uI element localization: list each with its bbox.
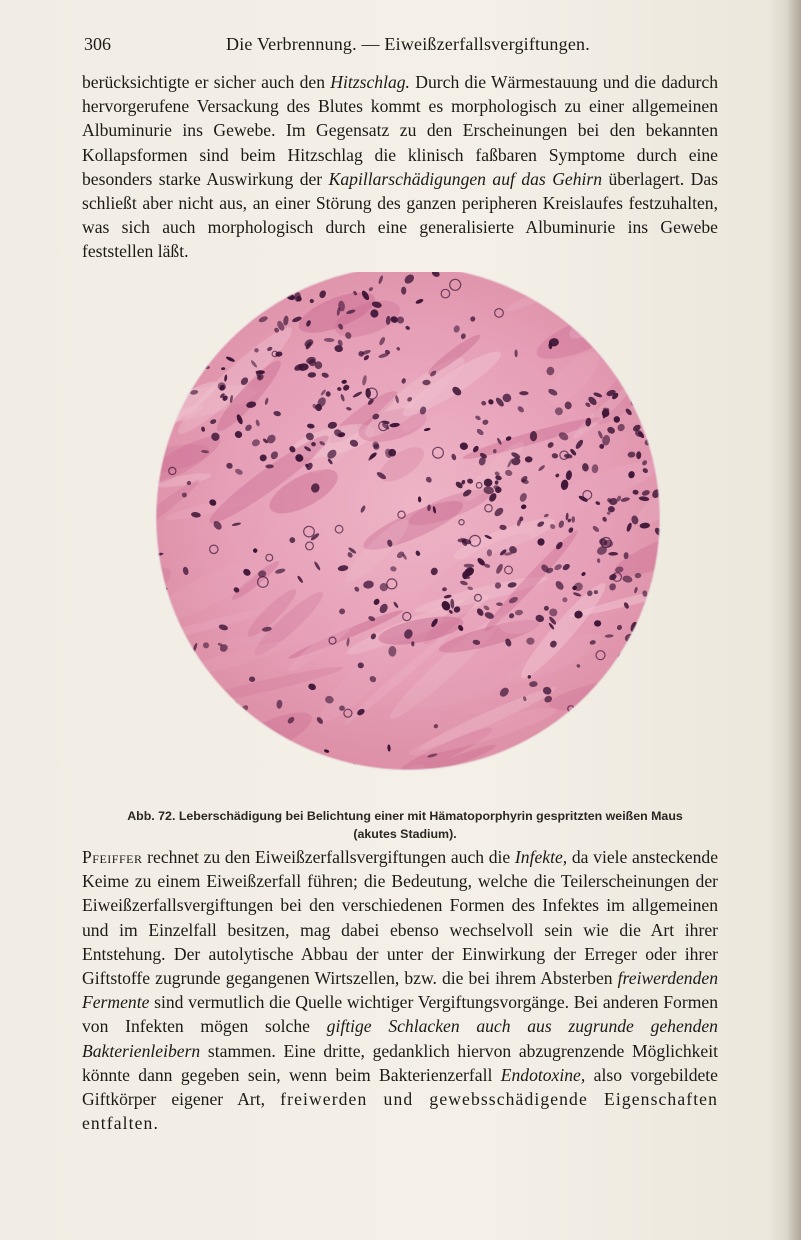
cell-nucleus <box>675 312 683 321</box>
vacuole-ring <box>145 715 155 725</box>
cell-nucleus <box>140 645 144 649</box>
cell-nucleus <box>641 378 649 385</box>
italic-term: Kapillarschädigungen auf das Gehirn <box>328 168 603 189</box>
cell-nucleus <box>180 377 190 387</box>
italic-term: giftige Schlacken auch aus zugrunde gehenden Bakterienleibern <box>82 1016 718 1061</box>
cell-nucleus <box>220 309 225 320</box>
cell-nucleus <box>642 619 653 630</box>
cell-nucleus <box>236 774 245 783</box>
cell-nucleus <box>168 625 181 637</box>
tissue-streak <box>140 724 177 763</box>
cell-nucleus <box>674 590 682 596</box>
italic-term: Endotoxine, <box>500 1064 586 1085</box>
vacuole-ring <box>660 354 667 361</box>
cell-nucleus <box>142 658 149 664</box>
cell-nucleus <box>620 339 626 345</box>
cell-nucleus <box>631 300 641 309</box>
cell-nucleus <box>534 748 540 757</box>
cell-nucleus <box>143 701 156 714</box>
cell-nucleus <box>140 442 146 450</box>
cell-nucleus <box>644 403 652 411</box>
paragraph-infekte <box>82 845 718 1135</box>
paragraph-hitzschlag <box>82 70 718 264</box>
cell-nucleus <box>659 596 667 605</box>
cell-nucleus <box>644 397 655 406</box>
cell-nucleus <box>632 634 639 642</box>
vacuole-ring <box>679 641 686 648</box>
cell-nucleus <box>673 668 676 672</box>
cell-nucleus <box>657 578 667 587</box>
spaced-text: freiwerden und gewebsschädigende Eigenschaften entfalten. <box>82 1089 718 1134</box>
cell-nucleus <box>204 306 216 318</box>
cell-nucleus <box>140 646 146 654</box>
text-segment: stammen. Eine dritte, gedanklich hiervon abzugrenzende Möglichkeit könnte dann gegeben sein, wenn beim Bakterienzerfall <box>82 1040 718 1085</box>
cell-nucleus <box>146 683 154 686</box>
cell-nucleus <box>667 506 680 517</box>
cell-nucleus <box>140 696 147 706</box>
cell-nucleus <box>231 314 238 322</box>
cell-nucleus <box>236 291 246 299</box>
cell-nucleus <box>669 408 676 418</box>
cell-nucleus <box>636 625 644 633</box>
caption-line: (akutes Stadium). <box>353 827 457 841</box>
tissue-streak <box>544 723 676 784</box>
text-segment: Durch die Wärmestauung und die dadurch hervorgerufene Versackung des Blutes kommt es morphologisch zu einer allgemeinen Albuminurie ins Gewebe. Im Gegensatz zu den Erscheinungen bei den bekannten Kollapsformen sind beim Hitzschlag die klinisch faßbaren Symptome durch eine besonders starke Auswirkung der <box>82 72 718 189</box>
cell-nucleus <box>418 775 426 784</box>
cell-nucleus <box>215 287 219 297</box>
running-head: Die Verbrennung. — Eiweißzerfallsvergiftungen. <box>226 34 590 54</box>
cell-nucleus <box>153 342 159 351</box>
cell-nucleus <box>526 742 532 749</box>
cell-nucleus <box>592 279 599 287</box>
cell-nucleus <box>238 300 248 308</box>
cell-nucleus <box>207 322 214 331</box>
caption-line: Abb. 72. Leberschädigung bei Belichtung einer mit Hämatoporphyrin gespritzten weißen Maus <box>127 809 683 823</box>
text-segment: rechnet zu den Eiweißzerfallsvergiftungen auch die <box>142 847 515 867</box>
cell-nucleus <box>182 278 191 287</box>
cell-nucleus <box>549 273 561 285</box>
cell-nucleus <box>632 772 636 778</box>
cell-nucleus <box>196 298 207 309</box>
tissue-streak <box>599 717 685 756</box>
cell-nucleus <box>674 462 682 467</box>
tissue-streak <box>579 682 675 784</box>
cell-nucleus <box>289 768 296 775</box>
page-edge-shadow <box>787 0 801 1240</box>
tissue-streak <box>140 320 181 363</box>
cell-nucleus <box>603 766 607 771</box>
cell-nucleus <box>574 712 579 716</box>
page-header <box>84 34 712 56</box>
cell-nucleus <box>559 748 568 756</box>
cell-nucleus <box>661 593 673 606</box>
tissue-streak <box>141 272 248 327</box>
cell-nucleus <box>687 778 690 784</box>
cell-nucleus <box>603 747 610 753</box>
cell-nucleus <box>142 556 153 565</box>
cell-nucleus <box>659 541 668 550</box>
italic-term: freiwerdenden Fermente <box>82 968 718 1013</box>
cell-nucleus <box>648 639 656 650</box>
italic-term: Hitzschlag. <box>330 72 410 92</box>
cell-nucleus <box>686 729 690 738</box>
cell-nucleus <box>581 279 592 287</box>
cell-nucleus <box>643 321 648 326</box>
cell-nucleus <box>673 725 684 734</box>
figure-caption <box>96 807 714 843</box>
cell-nucleus <box>192 356 201 364</box>
cell-nucleus <box>231 324 237 333</box>
cell-nucleus <box>660 294 668 303</box>
cell-nucleus <box>571 516 575 522</box>
cell-nucleus <box>650 607 658 614</box>
cell-nucleus <box>140 548 144 556</box>
cell-nucleus <box>585 293 592 302</box>
italic-term: Infekte, <box>514 847 568 867</box>
cell-nucleus <box>513 751 522 759</box>
cell-nucleus <box>672 401 680 409</box>
vacuole-ring <box>152 561 159 568</box>
tissue-streak <box>140 639 197 736</box>
cell-nucleus <box>589 779 599 784</box>
cell-nucleus <box>671 422 680 431</box>
cell-nucleus <box>655 573 666 585</box>
cell-nucleus <box>661 374 673 385</box>
cell-nucleus <box>163 643 168 651</box>
cell-nucleus <box>252 294 262 304</box>
tissue-streak <box>622 272 672 300</box>
text-segment: da viele ansteckende Keime zu einem Eiweißzerfall führen; die Bedeutung, welche die Teilerscheinungen der Eiweißzerfallsvergiftungen bei den verschiedenen Formen des Infektes im allgemeinen und im Einzelfall besitzen, mag dabei ebenso wechselvoll sein wie die Art ihrer Entstehung. Der autolytische Abbau der unter der Einwirkung der Erreger oder ihrer Giftstoffe zugrunde gegangenen Wirtszellen, bzw. die bei ihrem Absterben <box>82 847 718 989</box>
cell-nucleus <box>676 771 683 781</box>
cell-nucleus <box>540 272 544 276</box>
cell-nucleus <box>671 505 680 512</box>
cell-nucleus <box>628 644 636 655</box>
cell-nucleus <box>214 288 224 298</box>
tissue-streak <box>564 285 641 346</box>
cell-nucleus <box>219 327 228 336</box>
tissue-streak <box>632 353 689 387</box>
cell-nucleus <box>624 275 630 283</box>
cell-nucleus <box>207 311 214 320</box>
cell-nucleus <box>581 307 588 314</box>
vacuole-ring <box>678 571 689 582</box>
vacuole-ring <box>173 665 180 672</box>
cell-nucleus <box>140 286 146 295</box>
author-name: Pfeiffer <box>82 847 143 867</box>
cell-nucleus <box>198 332 205 339</box>
cell-nucleus <box>525 456 533 462</box>
liver-micrograph-image <box>140 272 690 784</box>
vacuole-ring <box>629 364 637 372</box>
cell-nucleus <box>665 545 675 556</box>
cell-nucleus <box>220 301 226 307</box>
cell-nucleus <box>652 653 658 662</box>
tissue-streak <box>142 272 198 318</box>
page-number: 306 <box>84 34 111 54</box>
cell-nucleus <box>215 291 226 301</box>
cell-nucleus <box>669 645 679 650</box>
vacuole-ring <box>153 740 162 749</box>
text-segment: sind vermutlich die Quelle wichtiger Vergiftungsvorgänge. Bei anderen Formen von Infekten mögen solche <box>82 992 718 1037</box>
tissue-streak <box>620 641 690 686</box>
cell-nucleus <box>663 492 668 497</box>
cell-nucleus <box>146 378 152 387</box>
cell-nucleus <box>293 761 303 770</box>
cell-nucleus <box>652 406 663 417</box>
cell-nucleus <box>671 566 678 573</box>
cell-nucleus <box>467 778 472 784</box>
text-segment: überlagert. Das schließt aber nicht aus, an einer Störung des ganzen peripheren Kreislaufes festzuhalten, was sich auch morphologisch durch eine generalisierte Albuminurie ins Gewebe feststellen läßt. <box>82 168 719 262</box>
cell-nucleus <box>667 542 678 553</box>
text-segment: also vorgebildete Giftkörper eigener Art, <box>82 1064 718 1110</box>
cell-nucleus <box>549 763 560 773</box>
cell-nucleus <box>198 292 206 298</box>
cell-nucleus <box>519 391 528 395</box>
cell-nucleus <box>651 587 660 597</box>
cell-nucleus <box>208 296 215 302</box>
cell-nucleus <box>248 749 254 756</box>
text-segment: berücksichtigte er sicher auch den <box>82 72 331 92</box>
tissue-streak <box>660 277 690 306</box>
cell-nucleus <box>665 453 676 465</box>
cell-nucleus <box>670 397 676 403</box>
cell-nucleus <box>677 442 682 448</box>
tissue-streak <box>592 671 676 715</box>
cell-nucleus <box>639 272 650 279</box>
cell-nucleus <box>621 689 628 696</box>
cell-nucleus <box>669 399 675 405</box>
cell-nucleus <box>659 356 666 363</box>
cell-nucleus <box>684 585 690 591</box>
